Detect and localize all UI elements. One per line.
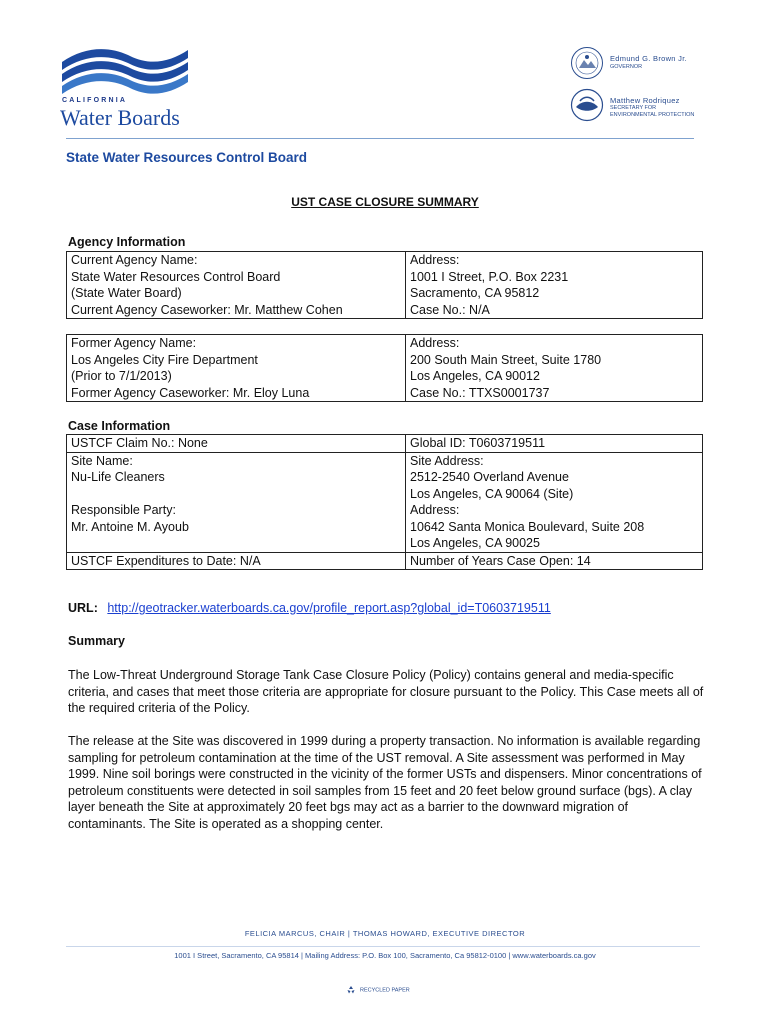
former-agency-name: Los Angeles City Fire Department [71, 352, 258, 367]
governor-entry [570, 46, 710, 82]
url-label: URL: [68, 601, 98, 615]
former-address-line1: 200 South Main Street, Suite 1780 [410, 352, 602, 367]
logo-state-text: CALIFORNIA [62, 97, 128, 104]
summary-paragraph-1: The Low-Threat Underground Storage Tank Case Closure Policy (Policy) contains general and media-specific criteria, and cases that meet those criteria are appropriate for closure pursuant to the Policy. This Case meets all of the required criteria of the Policy. [68, 668, 704, 715]
summary-paragraph-2: The release at the Site was discovered in 1999 during a property transaction. No information is available regarding sampling for petroleum contamination at the time of the UST removal. A Site assessment was performed in May 1999. Nine soil borings were constructed in the vicinity of the former USTs and dispensers. Minor concentrations of petroleum constituents were detected in soil samples from 15 feet and 20 feet below ground surface (bgs). A clay layer beneath the Site at approximately 20 feet bgs may act as a barrier to the downward migration of contaminants. The Site is operated as a shopping center. [68, 734, 702, 831]
former-agency-date: (Prior to 7/1/2013) [71, 369, 172, 383]
ustcf-expenditures: USTCF Expenditures to Date: N/A [67, 552, 406, 570]
site-party-left [67, 452, 406, 552]
current-address-line1: 1001 I Street, P.O. Box 2231 [410, 269, 569, 284]
current-address-line2: Sacramento, CA 95812 [410, 286, 540, 300]
secretary-role-line1: SECRETARY FOR [610, 105, 657, 111]
footer-officers: FELICIA MARCUS, CHAIR | THOMAS HOWARD, EXECUTIVE DIRECTOR [244, 929, 526, 938]
header-divider [66, 138, 694, 139]
current-agency-table [66, 251, 703, 319]
current-agency-left [67, 252, 406, 319]
governor-name: Edmund G. Brown Jr. [610, 54, 687, 63]
current-agency-name: State Water Resources Control Board [71, 269, 281, 284]
state-seal-icon [570, 46, 604, 80]
current-agency-abbrev: (State Water Board) [71, 286, 182, 300]
secretary-role-line2: ENVIRONMENTAL PROTECTION [610, 112, 695, 118]
former-agency-right [406, 335, 703, 402]
recycled-paper-note [346, 985, 410, 997]
party-address-line2: Los Angeles, CA 90025 [410, 536, 540, 550]
responsible-party-name: Mr. Antoine M. Ayoub [71, 519, 189, 534]
spacer-line [71, 486, 401, 503]
former-address-label: Address: [410, 336, 460, 350]
footer-address: 1001 I Street, Sacramento, CA 95814 | Mailing Address: P.O. Box 100, Sacramento, Ca 95812-0100 | www.waterboards.ca.gov [174, 951, 596, 960]
current-agency-right [406, 252, 703, 319]
former-agency-left [67, 335, 406, 402]
water-boards-logo [60, 42, 200, 132]
logo-name-text: Water Boards [60, 105, 180, 130]
url-line [68, 601, 551, 615]
board-name: State Water Resources Control Board [66, 150, 308, 165]
global-id: Global ID: T0603719511 [406, 435, 703, 453]
responsible-party-label: Responsible Party: [71, 503, 176, 517]
spacer-line [71, 535, 401, 552]
document-title: UST CASE CLOSURE SUMMARY [291, 195, 479, 209]
case-info-heading: Case Information [68, 419, 171, 433]
footer-divider [66, 946, 700, 947]
site-name-label: Site Name: [71, 453, 133, 468]
former-address-line2: Los Angeles, CA 90012 [410, 369, 540, 383]
current-case-number: Case No.: N/A [410, 302, 490, 317]
governor-role: GOVERNOR [610, 64, 643, 70]
recycle-icon [346, 985, 356, 995]
former-case-number: Case No.: TTXS0001737 [410, 385, 550, 400]
calepa-icon [570, 88, 604, 122]
site-address-line1: 2512-2540 Overland Avenue [410, 470, 569, 484]
years-case-open: Number of Years Case Open: 14 [406, 552, 703, 570]
current-agency-caseworker: Current Agency Caseworker: Mr. Matthew Cohen [71, 302, 343, 317]
site-party-right [406, 452, 703, 552]
agency-info-heading: Agency Information [68, 235, 186, 249]
secretary-name: Matthew Rodriquez [610, 96, 680, 105]
site-name: Nu-Life Cleaners [71, 470, 165, 484]
current-agency-label: Current Agency Name: [71, 253, 198, 267]
former-agency-table [66, 334, 703, 402]
former-agency-label: Former Agency Name: [71, 336, 197, 350]
summary-heading: Summary [68, 634, 125, 648]
geotracker-link[interactable]: http://geotracker.waterboards.ca.gov/profile_report.asp?global_id=T0603719511 [107, 601, 551, 615]
site-address-label: Site Address: [410, 453, 484, 468]
current-address-label: Address: [410, 253, 460, 267]
claim-number: USTCF Claim No.: None [67, 435, 406, 453]
waves-icon [60, 42, 190, 98]
case-info-table [66, 434, 703, 570]
party-address-line1: 10642 Santa Monica Boulevard, Suite 208 [410, 519, 645, 534]
recycled-paper-text: RECYCLED PAPER [360, 987, 410, 994]
secretary-entry [570, 88, 710, 124]
site-address-line2: Los Angeles, CA 90064 (Site) [410, 486, 574, 501]
party-address-label: Address: [410, 503, 460, 517]
former-agency-caseworker: Former Agency Caseworker: Mr. Eloy Luna [71, 385, 310, 400]
officials-block [570, 46, 710, 126]
